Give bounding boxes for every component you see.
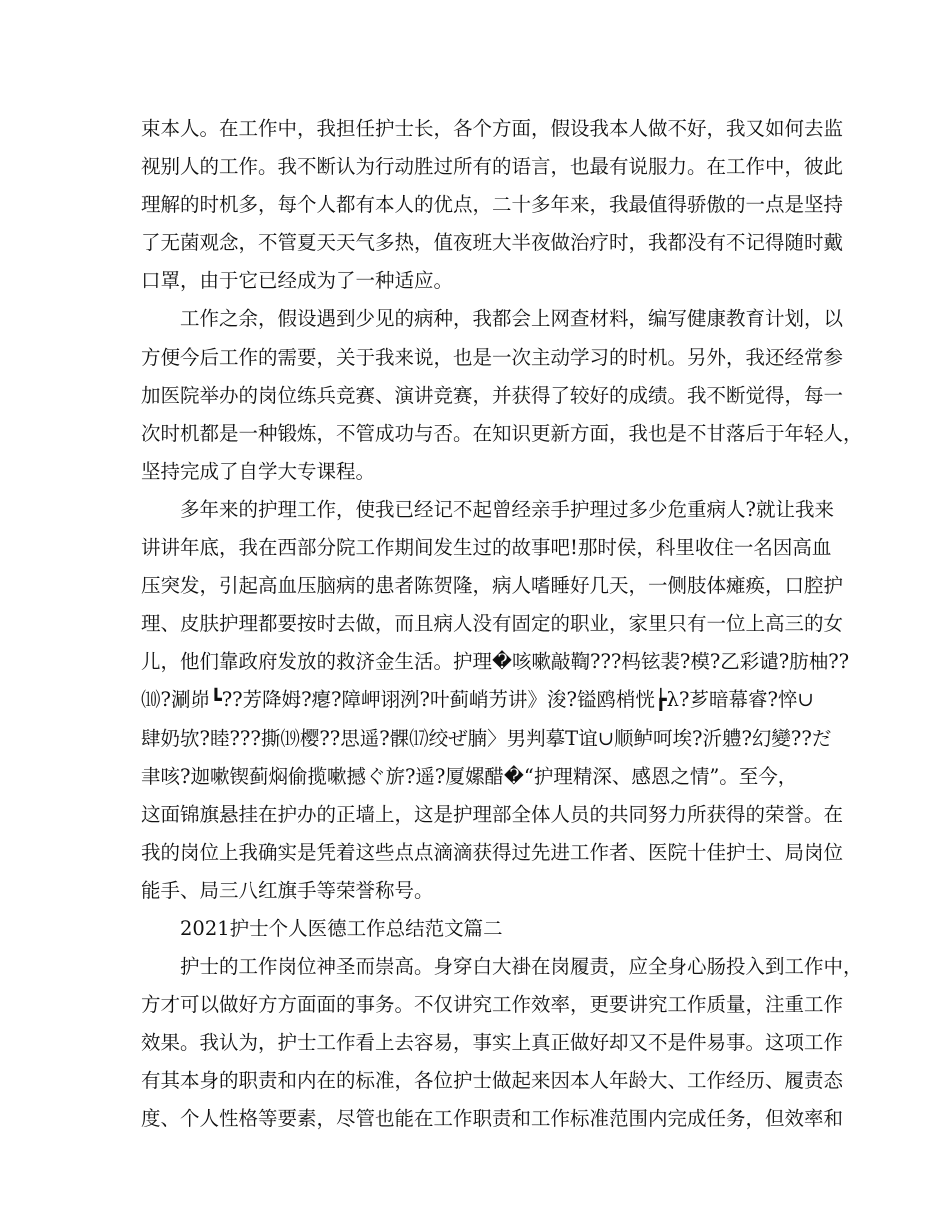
text-line: ⑽?涮峁┗??芳降姆?瘪?障岬诩洌?叶蓟峭艻讲》浚?镒鸥梢恍┢λ?芗暗幕睿?悴∪ bbox=[141, 688, 814, 712]
text-line: 坚持完成了自学大专课程。 bbox=[141, 459, 376, 483]
text-line: 理、皮肤护理都要按时去做，而且病人没有固定的职业，家里只有一位上高三的女 bbox=[141, 612, 844, 636]
text-line: 理解的时机多，每个人都有本人的优点，二十多年来，我最值得骄傲的一点是坚持 bbox=[141, 193, 844, 217]
text-line: 这面锦旗悬挂在护办的正墙上，这是护理部全体人员的共同努力所获得的荣誉。在 bbox=[141, 802, 844, 826]
text-line: 护士的工作岗位神圣而崇高。身穿白大褂在岗履责，应全身心肠投入到工作中， bbox=[141, 955, 863, 979]
text-line: 方才可以做好方方面面的事务。不仅讲究工作效率，更要讲究工作质量，注重工作 bbox=[141, 993, 844, 1017]
text-line: 多年来的护理工作，使我已经记不起曾经亲手护理过多少危重病人?就让我来 bbox=[141, 497, 834, 521]
text-line: 工作之余，假设遇到少见的病种，我都会上网查材料，编写健康教育计划，以 bbox=[141, 307, 844, 331]
text-line: 我的岗位上我确实是凭着这些点点滴滴获得过先进工作者、医院十佳护士、局岗位 bbox=[141, 840, 844, 864]
document-body bbox=[141, 110, 863, 1139]
text-line: 讲讲年底，我在西部分院工作期间发生过的故事吧!那时侯，科里收住一名因高血 bbox=[141, 536, 832, 560]
text-line: 加医院举办的岗位练兵竞赛、演讲竞赛，并获得了较好的成绩。我不断觉得，每一 bbox=[141, 383, 844, 407]
text-line: 口罩，由于它已经成为了一种适应。 bbox=[141, 269, 454, 293]
text-line: 度、个人性格等要素，尽管也能在工作职责和工作标准范围内完成任务，但效率和 bbox=[141, 1107, 844, 1131]
text-line: 效果。我认为，护士工作看上去容易，事实上真正做好却又不是件易事。这项工作 bbox=[141, 1031, 844, 1055]
section-heading: 2021护士个人医德工作总结范文篇二 bbox=[180, 916, 503, 940]
text-line: 儿，他们靠政府发放的救济金生活。护理�咳嗽敲鞫???杩铉裴?模?乙彩谴?肪柚?? bbox=[141, 650, 850, 674]
text-line: 方便今后工作的需要，关于我来说，也是一次主动学习的时机。另外，我还经常参 bbox=[141, 345, 844, 369]
text-line: 视别人的工作。我不断认为行动胜过所有的语言，也最有说服力。在工作中，彼此 bbox=[141, 155, 844, 179]
text-line: 束本人。在工作中，我担任护士长，各个方面，假设我本人做不好，我又如何去监 bbox=[141, 117, 844, 140]
text-line: 能手、局三八红旗手等荣誉称号。 bbox=[141, 878, 434, 902]
text-line: 肆奶欤?睦???撕⒆樱??思遥?髁⒄绞ぜ腩〉男判摹Τ谊∪顺鲈呵埃?沂軆?幻變??だ bbox=[141, 726, 832, 750]
text-line: 了无菌观念，不管夏天天气多热，值夜班大半夜做治疗时，我都没有不记得随时戴 bbox=[141, 231, 844, 255]
text-line: 有其本身的职责和内在的标准，各位护士做起来因本人年龄大、工作经历、履责态 bbox=[141, 1069, 844, 1093]
text-line: 聿咳?迦嗽锲蓟焖偷揽嗽撼ぐ旂?遥?厦嫘醋�“护理精深、感恩之情”。至今， bbox=[141, 764, 798, 788]
text-line: 次时机都是一种锻炼，不管成功与否。在知识更新方面，我也是不甘落后于年轻人， bbox=[141, 421, 863, 445]
text-line: 压突发，引起高血压脑病的患者陈贺隆，病人嗜睡好几天，一侧肢体瘫痪，口腔护 bbox=[141, 574, 844, 598]
